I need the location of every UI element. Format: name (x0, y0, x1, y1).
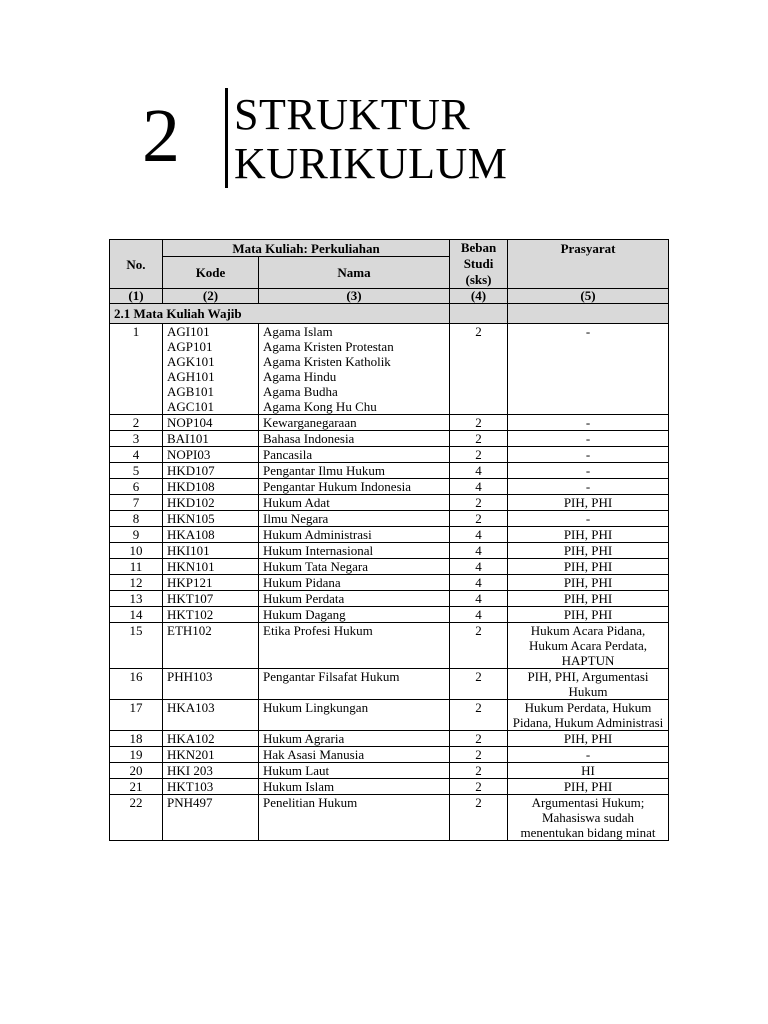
cell-no: 19 (110, 747, 163, 763)
header-no: No. (110, 240, 163, 289)
cell-prasyarat: PIH, PHI (508, 527, 669, 543)
cell-kode: BAI101 (163, 431, 259, 447)
cell-kode: HKT107 (163, 591, 259, 607)
cell-no: 14 (110, 607, 163, 623)
column-number-row (110, 289, 669, 304)
cell-no: 6 (110, 479, 163, 495)
cell-no: 4 (110, 447, 163, 463)
cell-kode: NOP104 (163, 415, 259, 431)
cell-nama: Penelitian Hukum (259, 795, 450, 841)
cell-no: 7 (110, 495, 163, 511)
table-row (110, 415, 669, 431)
cell-no: 8 (110, 511, 163, 527)
nama-line: Agama Islam (263, 324, 333, 339)
cell-kode: HKA102 (163, 731, 259, 747)
cell-sks: 2 (450, 447, 508, 463)
cell-kode: HKA103 (163, 700, 259, 731)
cell-prasyarat: - (508, 511, 669, 527)
table-row (110, 324, 669, 415)
cell-no: 13 (110, 591, 163, 607)
cell-prasyarat: - (508, 479, 669, 495)
cell-kode: PHH103 (163, 669, 259, 700)
cell-no: 20 (110, 763, 163, 779)
cell-nama: Pengantar Filsafat Hukum (259, 669, 450, 700)
table-row (110, 779, 669, 795)
cell-kode: HKD107 (163, 463, 259, 479)
kode-line: AGB101 (167, 384, 214, 399)
table-row (110, 527, 669, 543)
cell-prasyarat: - (508, 415, 669, 431)
cell-kode (163, 324, 259, 415)
cell-sks: 4 (450, 479, 508, 495)
cell-nama: Hukum Internasional (259, 543, 450, 559)
cell-nama: Hukum Adat (259, 495, 450, 511)
cell-nama: Pengantar Ilmu Hukum (259, 463, 450, 479)
kode-line: AGP101 (167, 339, 213, 354)
cell-sks: 2 (450, 731, 508, 747)
cell-sks: 2 (450, 795, 508, 841)
nama-line: Agama Kristen Protestan (263, 339, 394, 354)
cell-prasyarat: - (508, 324, 669, 415)
cell-prasyarat: PIH, PHI (508, 731, 669, 747)
table-row (110, 575, 669, 591)
cell-sks: 4 (450, 527, 508, 543)
colnum-1: (1) (110, 289, 163, 304)
cell-nama: Pengantar Hukum Indonesia (259, 479, 450, 495)
cell-no: 5 (110, 463, 163, 479)
kode-line: AGC101 (167, 399, 214, 414)
cell-sks: 2 (450, 763, 508, 779)
cell-no: 18 (110, 731, 163, 747)
cell-kode: HKT102 (163, 607, 259, 623)
cell-kode: HKI 203 (163, 763, 259, 779)
cell-no: 1 (110, 324, 163, 415)
cell-sks: 2 (450, 431, 508, 447)
section-title: 2.1 Mata Kuliah Wajib (110, 304, 450, 324)
table-row (110, 511, 669, 527)
cell-kode: HKN201 (163, 747, 259, 763)
kode-line: AGH101 (167, 369, 215, 384)
cell-sks: 4 (450, 543, 508, 559)
cell-kode: HKD108 (163, 479, 259, 495)
cell-prasyarat: - (508, 447, 669, 463)
cell-prasyarat: Hukum Perdata, Hukum Pidana, Hukum Administrasi (508, 700, 669, 731)
cell-no: 17 (110, 700, 163, 731)
chapter-title-line-2: KURIKULUM (234, 139, 508, 188)
table-row (110, 795, 669, 841)
cell-kode: HKT103 (163, 779, 259, 795)
chapter-number: 2 (142, 94, 180, 178)
cell-nama: Etika Profesi Hukum (259, 623, 450, 669)
cell-prasyarat: PIH, PHI (508, 543, 669, 559)
table-row (110, 623, 669, 669)
cell-nama: Bahasa Indonesia (259, 431, 450, 447)
cell-prasyarat: PIH, PHI (508, 607, 669, 623)
cell-kode: HKN101 (163, 559, 259, 575)
cell-prasyarat: PIH, PHI (508, 575, 669, 591)
kode-line: AGI101 (167, 324, 210, 339)
cell-kode: HKD102 (163, 495, 259, 511)
cell-kode: HKN105 (163, 511, 259, 527)
table-row (110, 543, 669, 559)
cell-nama: Hukum Perdata (259, 591, 450, 607)
cell-sks: 4 (450, 591, 508, 607)
cell-nama: Kewarganegaraan (259, 415, 450, 431)
cell-prasyarat: PIH, PHI (508, 779, 669, 795)
cell-sks: 2 (450, 511, 508, 527)
table-row (110, 591, 669, 607)
table-row (110, 431, 669, 447)
table-row (110, 447, 669, 463)
cell-kode: HKP121 (163, 575, 259, 591)
cell-nama: Hak Asasi Manusia (259, 747, 450, 763)
header-group: Mata Kuliah: Perkuliahan (163, 240, 450, 257)
cell-prasyarat: Argumentasi Hukum; Mahasiswa sudah menentukan bidang minat (508, 795, 669, 841)
section-row (110, 304, 669, 324)
cell-sks: 4 (450, 559, 508, 575)
curriculum-table (109, 239, 669, 841)
cell-no: 2 (110, 415, 163, 431)
colnum-2: (2) (163, 289, 259, 304)
cell-sks: 2 (450, 700, 508, 731)
cell-nama: Hukum Pidana (259, 575, 450, 591)
cell-nama: Ilmu Negara (259, 511, 450, 527)
cell-nama (259, 324, 450, 415)
cell-nama: Hukum Lingkungan (259, 700, 450, 731)
cell-prasyarat: PIH, PHI (508, 591, 669, 607)
table-row (110, 607, 669, 623)
cell-sks: 2 (450, 747, 508, 763)
kode-line: AGK101 (167, 354, 215, 369)
table-row (110, 700, 669, 731)
cell-sks: 2 (450, 669, 508, 700)
cell-no: 12 (110, 575, 163, 591)
colnum-5: (5) (508, 289, 669, 304)
cell-prasyarat: Hukum Acara Pidana, Hukum Acara Perdata, HAPTUN (508, 623, 669, 669)
cell-sks: 2 (450, 495, 508, 511)
cell-prasyarat: PIH, PHI, Argumentasi Hukum (508, 669, 669, 700)
cell-no: 21 (110, 779, 163, 795)
cell-nama: Pancasila (259, 447, 450, 463)
cell-no: 22 (110, 795, 163, 841)
header-beban: Beban Studi (sks) (450, 240, 508, 289)
cell-sks: 2 (450, 415, 508, 431)
section-empty-cell (450, 304, 508, 324)
cell-prasyarat: HI (508, 763, 669, 779)
cell-nama: Hukum Tata Negara (259, 559, 450, 575)
table-row (110, 559, 669, 575)
cell-no: 3 (110, 431, 163, 447)
cell-nama: Hukum Islam (259, 779, 450, 795)
table-row (110, 747, 669, 763)
table-row (110, 479, 669, 495)
cell-sks: 2 (450, 324, 508, 415)
cell-kode: ETH102 (163, 623, 259, 669)
chapter-title (234, 90, 507, 188)
header-nama: Nama (259, 257, 450, 289)
cell-nama: Hukum Laut (259, 763, 450, 779)
table-row (110, 763, 669, 779)
cell-no: 16 (110, 669, 163, 700)
chapter-divider (225, 88, 228, 188)
nama-line: Agama Hindu (263, 369, 337, 384)
cell-sks: 4 (450, 463, 508, 479)
cell-sks: 2 (450, 779, 508, 795)
cell-no: 10 (110, 543, 163, 559)
cell-no: 9 (110, 527, 163, 543)
table-row (110, 669, 669, 700)
cell-nama: Hukum Administrasi (259, 527, 450, 543)
cell-no: 15 (110, 623, 163, 669)
table-row (110, 495, 669, 511)
header-prasyarat: Prasyarat (508, 240, 669, 289)
cell-sks: 4 (450, 607, 508, 623)
cell-sks: 2 (450, 623, 508, 669)
cell-nama: Hukum Dagang (259, 607, 450, 623)
section-empty-cell (508, 304, 669, 324)
cell-no: 11 (110, 559, 163, 575)
table-row (110, 731, 669, 747)
colnum-3: (3) (259, 289, 450, 304)
cell-kode: PNH497 (163, 795, 259, 841)
header-kode: Kode (163, 257, 259, 289)
cell-kode: HKA108 (163, 527, 259, 543)
cell-prasyarat: PIH, PHI (508, 495, 669, 511)
cell-kode: HKI101 (163, 543, 259, 559)
cell-prasyarat: PIH, PHI (508, 559, 669, 575)
cell-nama: Hukum Agraria (259, 731, 450, 747)
chapter-title-line-1: STRUKTUR (234, 90, 471, 139)
cell-prasyarat: - (508, 747, 669, 763)
cell-prasyarat: - (508, 431, 669, 447)
colnum-4: (4) (450, 289, 508, 304)
nama-line: Agama Kong Hu Chu (263, 399, 377, 414)
nama-line: Agama Budha (263, 384, 338, 399)
nama-line: Agama Kristen Katholik (263, 354, 391, 369)
cell-kode: NOPI03 (163, 447, 259, 463)
cell-sks: 4 (450, 575, 508, 591)
table-row (110, 463, 669, 479)
cell-prasyarat: - (508, 463, 669, 479)
